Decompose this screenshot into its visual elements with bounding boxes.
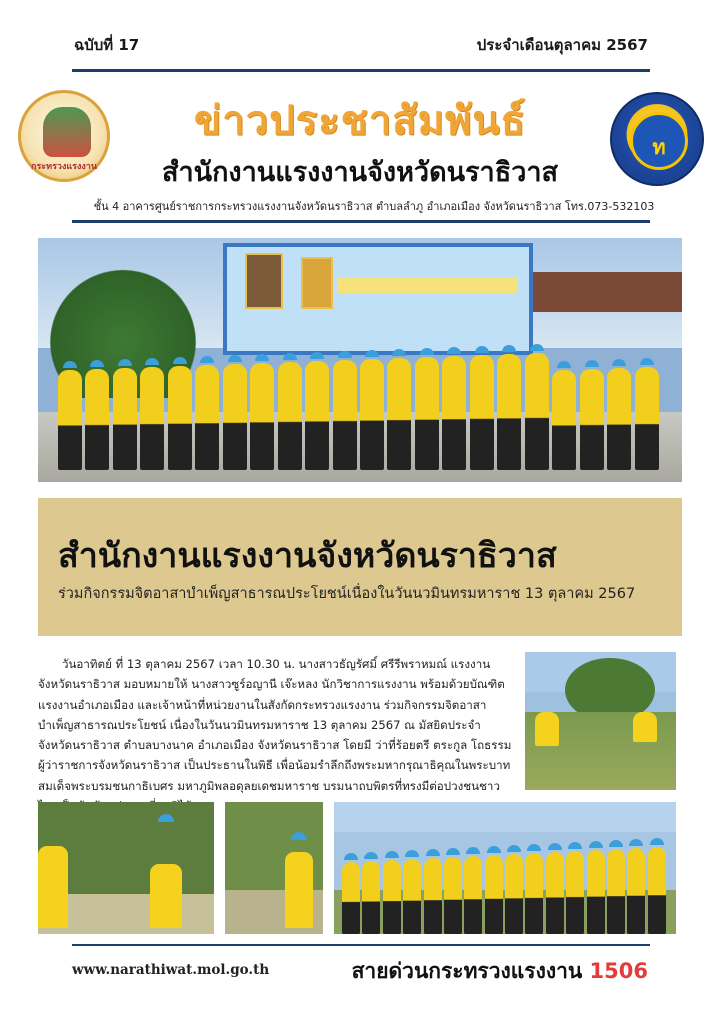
cap-icon: [568, 842, 582, 849]
cap-icon: [530, 344, 544, 351]
feature-banner: [38, 498, 682, 636]
cap-icon: [255, 354, 269, 361]
volunteer-figure: [580, 369, 604, 470]
cap-icon: [609, 840, 623, 847]
cap-icon: [228, 355, 242, 362]
volunteer-figure: [464, 856, 482, 934]
volunteer-figure: [38, 846, 68, 928]
volunteer-figure: [424, 858, 442, 934]
cap-icon: [507, 845, 521, 852]
activity-photo-trimming: [38, 802, 214, 934]
volunteer-figure: [485, 855, 503, 934]
volunteer-figure: [150, 864, 182, 928]
issue-month: ประจำเดือนตุลาคม 2567: [476, 36, 648, 54]
cap-icon: [385, 851, 399, 858]
office-address: ชั้น 4 อาคารศูนย์ราชการกระทรวงแรงงานจังหวัดนราธิวาส ตำบลลำภู อำเภอเมือง จังหวัดนราธิวาส โทร.073-532103: [93, 200, 655, 213]
volunteer-figure: [505, 854, 523, 934]
cap-icon: [392, 349, 406, 356]
photo-royal-banner: [223, 243, 533, 355]
volunteer-figure: [85, 369, 109, 470]
cap-icon: [466, 847, 480, 854]
volunteer-figure: [607, 849, 625, 934]
volunteer-figure: [415, 357, 439, 470]
labour-hotline: [352, 955, 648, 988]
cap-icon: [502, 345, 516, 352]
masthead-divider: [72, 220, 650, 223]
volunteer-figure: [342, 862, 360, 934]
volunteer-figure: [403, 859, 421, 934]
hero-group-photo: [38, 238, 682, 482]
cap-icon: [365, 350, 379, 357]
volunteer-figure: [360, 359, 384, 470]
volunteer-figure: [383, 860, 401, 934]
cap-icon: [475, 346, 489, 353]
royal-portrait-2: [301, 257, 333, 309]
cap-icon: [629, 839, 643, 846]
volunteer-figure: [627, 848, 645, 934]
feature-subheading: ร่วมกิจกรรมจิตอาสาบำเพ็ญสาธารณประโยชน์เนื่องในวันนวมินทรมหาราช 13 ตุลาคม 2567: [58, 586, 636, 602]
volunteer-group: [58, 346, 662, 470]
volunteer-figure: [648, 847, 666, 934]
volunteer-figure: [362, 861, 380, 934]
volunteer-figure: [333, 360, 357, 470]
volunteer-figure: [195, 365, 219, 470]
cap-icon: [640, 358, 654, 365]
cap-icon: [557, 361, 571, 368]
volunteer-figure: [250, 363, 274, 470]
cap-icon: [90, 360, 104, 367]
activity-photo-group: [334, 802, 676, 934]
cap-icon: [548, 843, 562, 850]
hotline-label: สายด่วนกระทรวงแรงงาน: [351, 959, 583, 983]
province-seal-glyph: ท: [652, 135, 666, 159]
cap-icon: [63, 361, 77, 368]
cap-icon: [173, 357, 187, 364]
volunteer-figure: [305, 361, 329, 470]
deity-emblem-icon: [43, 107, 91, 157]
cap-icon: [585, 360, 599, 367]
cap-icon: [158, 814, 174, 822]
cap-icon: [283, 353, 297, 360]
volunteer-figure: [278, 362, 302, 470]
issue-number: ฉบับที่ 17: [74, 36, 140, 54]
cap-icon: [405, 850, 419, 857]
activity-photo-collecting: [225, 802, 323, 934]
feature-heading: สำนักงานแรงงานจังหวัดนราธิวาส: [58, 536, 557, 576]
cap-icon: [344, 853, 358, 860]
volunteer-figure: [285, 852, 313, 928]
volunteer-figure: [525, 853, 543, 934]
cap-icon: [487, 846, 501, 853]
volunteer-figure: [223, 364, 247, 470]
cap-icon: [650, 838, 664, 845]
volunteer-figure: [444, 857, 462, 934]
volunteer-figure: [525, 353, 549, 470]
volunteer-figure: [633, 712, 657, 742]
volunteer-figure: [470, 355, 494, 470]
province-seal-ring-icon: [630, 112, 688, 170]
cap-icon: [118, 359, 132, 366]
cap-icon: [612, 359, 626, 366]
office-website: www.narathiwat.mol.go.th: [72, 962, 270, 978]
volunteer-figure: [387, 358, 411, 470]
volunteer-figure: [566, 851, 584, 934]
volunteer-figure: [497, 354, 521, 470]
top-divider: [72, 69, 650, 72]
royal-portrait-1: [245, 253, 283, 309]
volunteer-figure: [552, 370, 576, 470]
cap-icon: [527, 844, 541, 851]
cap-icon: [420, 348, 434, 355]
cap-icon: [291, 832, 307, 840]
hotline-number: 1506: [589, 959, 648, 983]
cap-icon: [446, 848, 460, 855]
cap-icon: [447, 347, 461, 354]
volunteer-figure: [168, 366, 192, 470]
volunteer-group: [342, 822, 668, 934]
cap-icon: [364, 852, 378, 859]
narathiwat-province-seal: [610, 92, 704, 186]
cap-icon: [200, 356, 214, 363]
office-name: สำนักงานแรงงานจังหวัดนราธิวาส: [161, 157, 559, 188]
cap-icon: [338, 351, 352, 358]
cap-icon: [426, 849, 440, 856]
ministry-of-labour-logo: [18, 90, 110, 182]
footer-divider: [72, 944, 650, 946]
volunteer-figure: [140, 367, 164, 470]
cap-icon: [145, 358, 159, 365]
volunteer-figure: [58, 370, 82, 470]
volunteer-figure: [587, 850, 605, 934]
volunteer-figure: [535, 712, 559, 746]
cap-icon: [310, 352, 324, 359]
volunteer-figure: [113, 368, 137, 470]
article-body: วันอาทิตย์ ที่ 13 ตุลาคม 2567 เวลา 10.30 น. นางสาวธัญรัศมิ์ ศรีรีพราหมณ์ แรงงานจังหวัดนราธิวาส มอบหมายให้ นางสาวซูร์อญานี เจ๊ะหลง นักวิชาการแรงงาน พร้อมด้วยบัณฑิตแรงงานอำเภอเมือง และเจ้าหน้าที่หน่วยงานในสังกัดกระทรวงแรงงาน ร่วมกิจกรรมจิตอาสาบำเพ็ญสาธารณประโยชน์ เนื่องในวันนวมินทรมหาราช 13 ตุลาคม 2567 ณ มัสยิดประจำจังหวัดนราธิวาส ตำบลบางนาค อำเภอเมือง จังหวัดนราธิวาส โดยมี ว่าที่ร้อยตรี ตระกูล โถธรรม ผู้ว่าราชการจังหวัดนราธิวาส เป็นประธานในพิธี เพื่อน้อมรำลึกถึงพระมหากรุณาธิคุณในพระบาทสมเด็จพระบรมชนกาธิเบศร มหาภูมิพลอดุลยเดชมหาราช บรมนาถบพิตรที่ทรงมีต่อปวงชนชาว: [38, 657, 512, 793]
volunteer-figure: [607, 368, 631, 470]
ministry-logo-text: กระทรวงแรงงาน: [31, 162, 97, 172]
banner-band: [337, 277, 517, 293]
volunteer-figure: [442, 356, 466, 470]
volunteer-figure: [546, 852, 564, 934]
cap-icon: [589, 841, 603, 848]
volunteer-figure: [635, 367, 659, 470]
activity-photo-sweeping: [525, 652, 676, 790]
newsletter-title: ข่าวประชาสัมพันธ์: [193, 98, 527, 144]
